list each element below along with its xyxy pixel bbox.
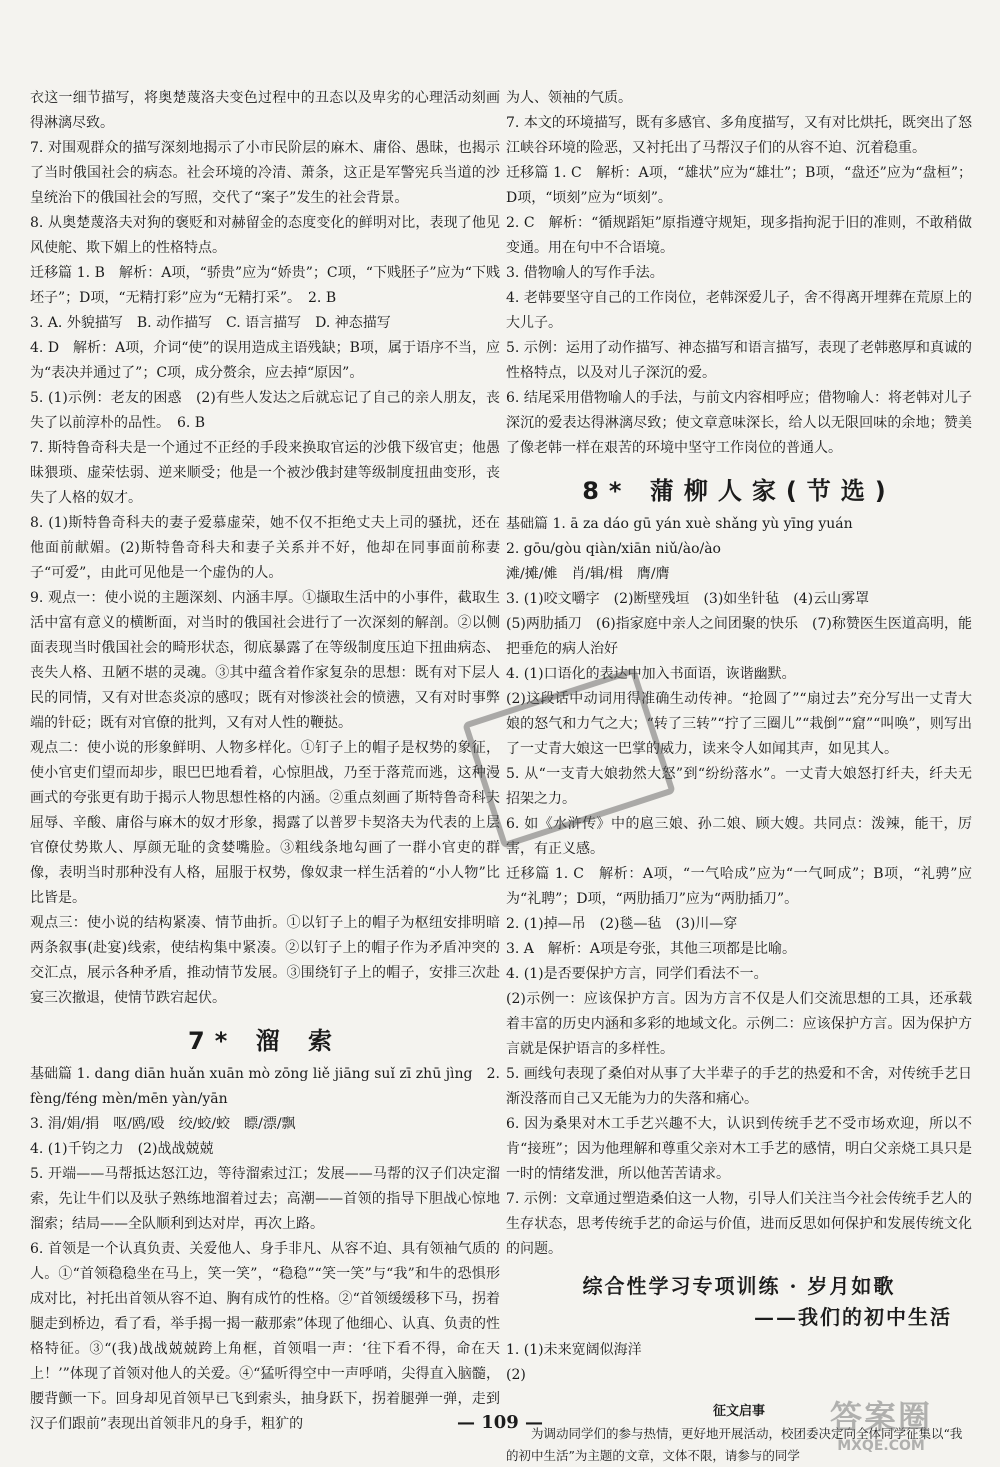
sec7-text-3: 4. (1)千钧之力 (2)战战兢兢 [30,1141,214,1157]
sec8-text-15: 5. 画线句表现了桑伯对从事了大半辈子的手艺的热爱和不舍，对传统手艺日渐没落而自己又无能为力的失落和痛心。 [506,1066,972,1107]
section-8-title: 8* 蒲柳人家(节选) [582,477,896,505]
left-text-10: 9. 观点一：使小说的主题深刻、内涵丰厚。①撷取生活中的小事件，截取生活中富有意义的横断面，对当时的俄国社会进行了一次深刻的解剖。②以侧面表现当时俄国社会的畸形状态，彻底暴露了在等级制度压迫下扭曲病态、丧失人格、丑陋不堪的灵魂。③其中蕴含着作家复杂的思想：既有对下层人民的同情，又有对世态炎凉的感叹；既有对惨淡社会的愤懑，又有对时事弊端的针砭；既有对官僚的批判，又有对人性的鞭挞。 [30,590,500,731]
section-7-title: 7* 溜 索 [188,1027,342,1055]
right-text-4: 2. C 解析：“循规蹈矩”原指遵守规矩，现多指拘泥于旧的准则，不敢稍做变通。用在句中不合语境。 [506,215,972,256]
sec8-text-8: 5. 从“一支青大娘勃然大怒”到“纷纷落水”。一丈青大娘怒打纤夫，纤夫无招架之力。 [506,766,972,807]
right-text-8: 6. 结尾采用借物喻人的手法，与前文内容相呼应；借物喻人：将老韩对儿子深沉的爱表达得淋漓尽致；使文章意味深长，给人以无限回味的余地；赞美了像老韩一样在艰苦的环境中坚守工作岗位的普通人。 [506,390,972,456]
sec7-text-1: 基础篇 1. dang diān huǎn xuān mò zōng liě jiāng suǐ zī zhū jìng 2. fèng/féng mèn/mēn yàn/yān [30,1066,500,1107]
sec8-text-10: 迁移篇 1. C 解析：A项，“一气哈成”应为“一气呵成”；B项，“礼骋”应为“礼聘”；D项，“两肋插刀”应为“两肋插刀”。 [506,866,972,907]
right-text-2: 7. 本文的环境描写，既有多感官、多角度描写，又有对比烘托，既突出了怒江峡谷环境的险恶，又衬托出了马帮汉子们的从容不迫、沉着稳重。 [506,115,972,156]
left-text-11: 观点二：使小说的形象鲜明、人物多样化。①钉子上的帽子是权势的象征，使小官吏们望而却步，眼巴巴地看着，心惊胆战，乃至于落荒而逃，这种漫画式的夸张更有助于揭示人物思想性格的内涵。②重点刻画了斯特鲁奇科夫屈辱、辛酸、庸俗与麻木的奴才形象，揭露了以普罗卡契洛夫为代表的上层官僚仗势欺人、厚颜无耻的贪婪嘴脸。③粗线条地勾画了一群小官吏的群像，表明当时那种没有人格，屈服于权势，像奴隶一样生活着的“小人物”比比皆是。 [30,740,500,906]
synth-text-1: 1. (1)未来宽阔似海洋 [506,1342,642,1358]
right-text-5: 3. 借物喻人的写作手法。 [506,265,664,281]
sec8-text-12: 3. A 解析：A项是夸张，其他三项都是比喻。 [506,941,797,957]
sec8-text-5: (5)两肋插刀 (6)指家庭中亲人之间团聚的快乐 (7)称赞医生医道高明，能把垂危的病人治好 [506,616,972,657]
left-text-2: 7. 对围观群众的描写深刻地揭示了小市民阶层的麻木、庸俗、愚昧，也揭示了当时俄国社会的病态。社会环境的冷清、萧条，这正是军警宪兵当道的沙皇统治下的俄国社会的写照，交代了“案子”发生的社会背景。 [30,140,500,206]
sec8-text-1: 基础篇 1. ā za dáo gū yán xuè shǎng yù yīng yuán [506,516,853,532]
synth-text-2: (2) [506,1367,526,1383]
right-text-7: 5. 示例：运用了动作描写、神态描写和语言描写，表现了老韩憨厚和真诚的性格特点，以及对儿子深沉的爱。 [506,340,972,381]
sec8-text-6: 4. (1)口语化的表达中加入书面语，诙谐幽默。 [506,666,796,682]
sec8-text-13: 4. (1)是否要保护方言，同学们看法不一。 [506,966,768,982]
watermark-line-1: 答案圈 [830,1398,933,1436]
sec8-text-14: (2)示例一：应该保护方言。因为方言不仅是人们交流思想的工具，还承载着丰富的历史内涵和多彩的地域文化。示例二：应该保护方言。因为保护方言就是保护语言的多样性。 [506,991,972,1057]
sec8-text-2: 2. gōu/gòu qiàn/xiān niǔ/ào/ào [506,541,721,557]
left-text-9: 8. (1)斯特鲁奇科夫的妻子爱慕虚荣，她不仅不拒绝丈夫上司的骚扰，还在他面前献媚。(2)斯特鲁奇科夫和妻子关系并不好，他却在同事面前称妻子“可爱”，由此可见他是一个虚伪的人。 [30,515,500,581]
left-text-12: 观点三：使小说的结构紧凑、情节曲折。①以钉子上的帽子为枢纽安排明暗两条叙事(赴宴)线索，使结构集中紧凑。②以钉子上的帽子作为矛盾冲突的交汇点，展示各种矛盾，推动情节发展。③围绕钉子上的帽子，安排三次赴宴三次撤退，使情节跌宕起伏。 [30,915,500,1006]
left-text-5: 3. A. 外貌描写 B. 动作描写 C. 语言描写 D. 神态描写 [30,315,391,331]
sec8-text-16: 6. 因为桑果对木工手艺兴趣不大，认识到传统手艺不受市场欢迎，所以不肯“接班”；因为他理解和尊重父亲对木工手艺的感情，明白父亲烧工具只是一时的情绪发泄，所以他苦苦请求。 [506,1116,972,1182]
sec8-text-7: (2)这段话中动词用得准确生动传神。“抢圆了”“扇过去”充分写出一丈青大娘的怒气和力气之大；“转了三转”“拧了三圈儿”“栽倒”“窟”“叫唤”，则写出了一丈青大娘这一巴掌的威力，读来令人如闻其声，如见其人。 [506,691,972,757]
right-text-6: 4. 老韩要坚守自己的工作岗位，老韩深爱儿子，舍不得离开埋葬在荒原上的大儿子。 [506,290,972,331]
left-text-4: 迁移篇 1. B 解析：A项，“骄贵”应为“娇贵”；C项，“下贱胚子”应为“下贱坯子”；D项，“无精打彩”应为“无精打采”。 2. B [30,265,500,306]
watermark-line-2: MXQE.COM [837,1438,925,1454]
notice-text: 为调动同学们的参与热情，更好地开展活动，校团委决定向全体同学征集以“我的初中生活”为主题的文章，文体不限，请参与的同学 [506,1426,963,1463]
sec8-text-9: 6. 如《水浒传》中的扈三娘、孙二娘、顾大嫂。共同点：泼辣，能干，厉害，有正义感。 [506,816,972,857]
right-text-1: 为人、领袖的气质。 [506,90,632,106]
synthesis-subtitle: ——我们的初中生活 [754,1305,952,1329]
watermark-logo [830,1392,932,1454]
sec8-text-17: 7. 示例：文章通过塑造桑伯这一人物，引导人们关注当今社会传统手艺人的生存状态，思考传统手艺的命运与价值，进而反思如何保护和发展传统文化的问题。 [506,1191,972,1257]
left-text-6: 4. D 解析：A项，介词“使”的误用造成主语残缺；B项，属于语序不当，应为“表决并通过了”；C项，成分赘余，应去掉“原因”。 [30,340,500,381]
left-text-3: 8. 从奥楚蔑洛夫对狗的褒贬和对赫留金的态度变化的鲜明对比，表现了他见风使舵、欺下媚上的性格特点。 [30,215,500,256]
left-text-1: 衣这一细节描写，将奥楚蔑洛夫变色过程中的丑态以及卑劣的心理活动刻画得淋漓尽致。 [30,90,500,131]
left-text-8: 7. 斯特鲁奇科夫是一个通过不正经的手段来换取官运的沙俄下级官吏；他愚昧猥琐、虚荣怯弱、逆来顺受；他是一个被沙俄封建等级制度扭曲变形，丧失了人格的奴才。 [30,440,500,506]
right-text-3: 迁移篇 1. C 解析：A项，“雄状”应为“雄壮”；B项，“盘还”应为“盘桓”；D项，“顷刻”应为“顷刻”。 [506,165,972,206]
sec8-text-3: 滩/摊/傩 肖/辑/楫 膺/膺 [506,566,670,582]
sec7-text-2: 3. 涓/娟/捐 呕/鸥/殴 绞/蛟/蛟 瞟/漂/飘 [30,1116,296,1132]
sec7-text-5: 6. 首领是一个认真负责、关爱他人、身手非凡、从容不迫、具有领袖气质的人。①“首领稳稳坐在马上，笑一笑”，“稳稳”“笑一笑”与“我”和牛的恐惧形成对比，衬托出首领从容不迫、胸有成竹的性格。②“首领缓缓移下马，拐着腿走到桥边，看了看，举手揭一揭一蔽那索”体现了他细心、认真、负责的性格特征。③“(我)战战兢兢跨上角框，首领唱一声：‘往下看不得，命在天上！’”体现了首领对他人的关爱。④“猛听得空中一声呼哨，尖得直入脑髓，腰背颤一下。回身却见首领早已飞到索头，抽身跃下，拐着腿弹一弹，走到汉子们跟前”表现出首领非凡的身手，粗犷的 [30,1241,500,1432]
sec8-text-4: 3. (1)咬文嚼字 (2)断壁残垣 (3)如坐针毡 (4)云山雾罩 [506,591,870,607]
synthesis-title: 综合性学习专项训练 · 岁月如歌 [582,1274,896,1298]
left-text-7: 5. (1)示例：老友的困惑 (2)有些人发达之后就忘记了自己的亲人朋友，丧失了以前淳朴的品性。 6. B [30,390,500,431]
notice-title: 征文启事 [712,1404,765,1419]
page-number: — 109 — [456,1412,544,1433]
sec8-text-11: 2. (1)掉—吊 (2)毯—毡 (3)川—穿 [506,916,738,932]
left-column [30,86,500,1437]
sec7-text-4: 5. 开端——马帮抵达怒江边，等待溜索过江；发展——马帮的汉子们决定溜索，先让牛们以及驮子熟练地溜着过去；高潮——首领的指导下胆战心惊地溜索；结局——全队顺利到达对岸，再次上路。 [30,1166,500,1232]
